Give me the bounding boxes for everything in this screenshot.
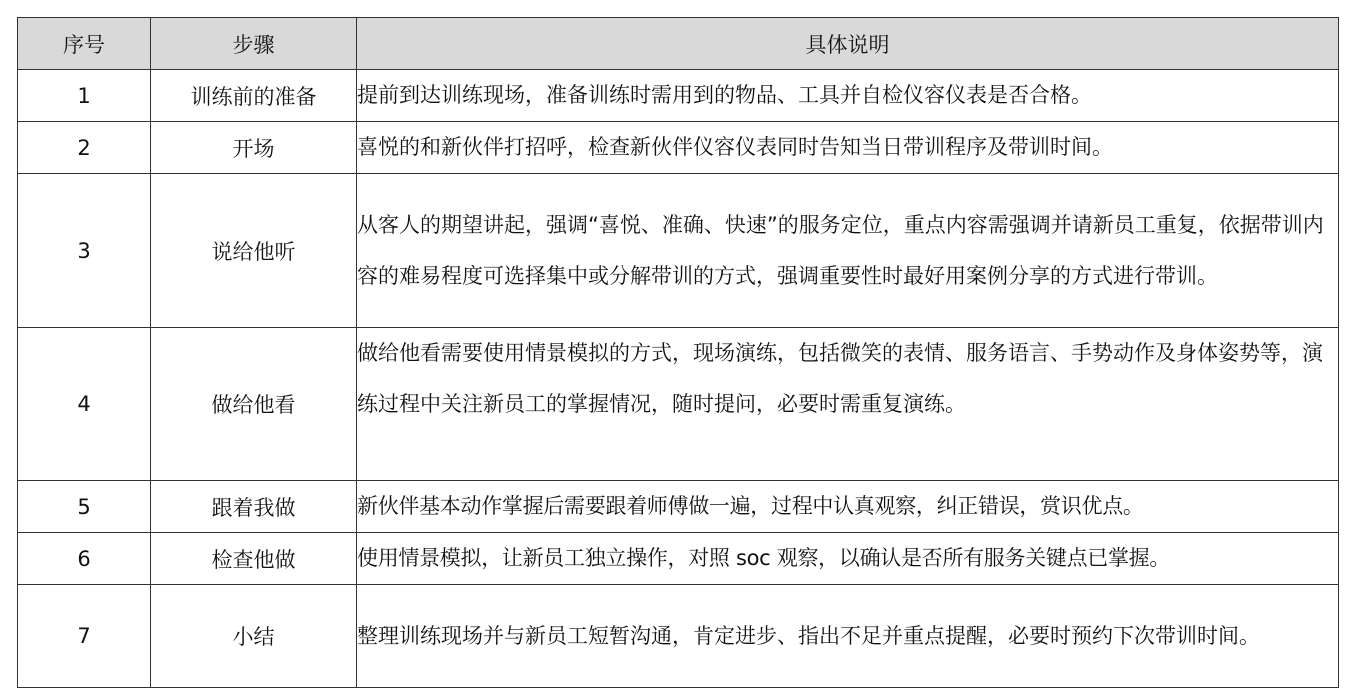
table-row [18,328,1339,481]
row-number: 4 [18,328,151,481]
row-description: 从客人的期望讲起，强调“喜悦、准确、快速”的服务定位，重点内容需强调并请新员工重复，依据带训内容的难易程度可选择集中或分解带训的方式，强调重要性时最好用案例分享的方式进行带训。 [357,174,1339,328]
row-number: 2 [18,122,151,174]
row-step: 检查他做 [151,533,357,585]
row-number: 7 [18,585,151,688]
table-row [18,122,1339,174]
table-row [18,174,1339,328]
row-description: 整理训练现场并与新员工短暂沟通，肯定进步、指出不足并重点提醒，必要时预约下次带训时间。 [357,585,1339,688]
row-number: 3 [18,174,151,328]
row-description: 使用情景模拟，让新员工独立操作，对照 soc 观察，以确认是否所有服务关键点已掌握。 [357,533,1339,585]
row-step: 小结 [151,585,357,688]
table-row [18,70,1339,122]
row-description: 新伙伴基本动作掌握后需要跟着师傅做一遍，过程中认真观察，纠正错误，赏识优点。 [357,481,1339,533]
row-number: 1 [18,70,151,122]
row-step: 开场 [151,122,357,174]
header-description: 具体说明 [357,18,1339,70]
table-row [18,481,1339,533]
row-description: 做给他看需要使用情景模拟的方式，现场演练，包括微笑的表情、服务语言、手势动作及身体姿势等，演练过程中关注新员工的掌握情况，随时提问，必要时需重复演练。 [357,328,1339,481]
row-number: 6 [18,533,151,585]
row-step: 跟着我做 [151,481,357,533]
row-number: 5 [18,481,151,533]
header-step: 步骤 [151,18,357,70]
table-row [18,533,1339,585]
header-number: 序号 [18,18,151,70]
row-description: 提前到达训练现场，准备训练时需用到的物品、工具并自检仪容仪表是否合格。 [357,70,1339,122]
row-description: 喜悦的和新伙伴打招呼，检查新伙伴仪容仪表同时告知当日带训程序及带训时间。 [357,122,1339,174]
row-step: 说给他听 [151,174,357,328]
table-row [18,585,1339,688]
row-step: 做给他看 [151,328,357,481]
table-header [18,18,1339,70]
training-steps-table [17,17,1339,688]
row-step: 训练前的准备 [151,70,357,122]
